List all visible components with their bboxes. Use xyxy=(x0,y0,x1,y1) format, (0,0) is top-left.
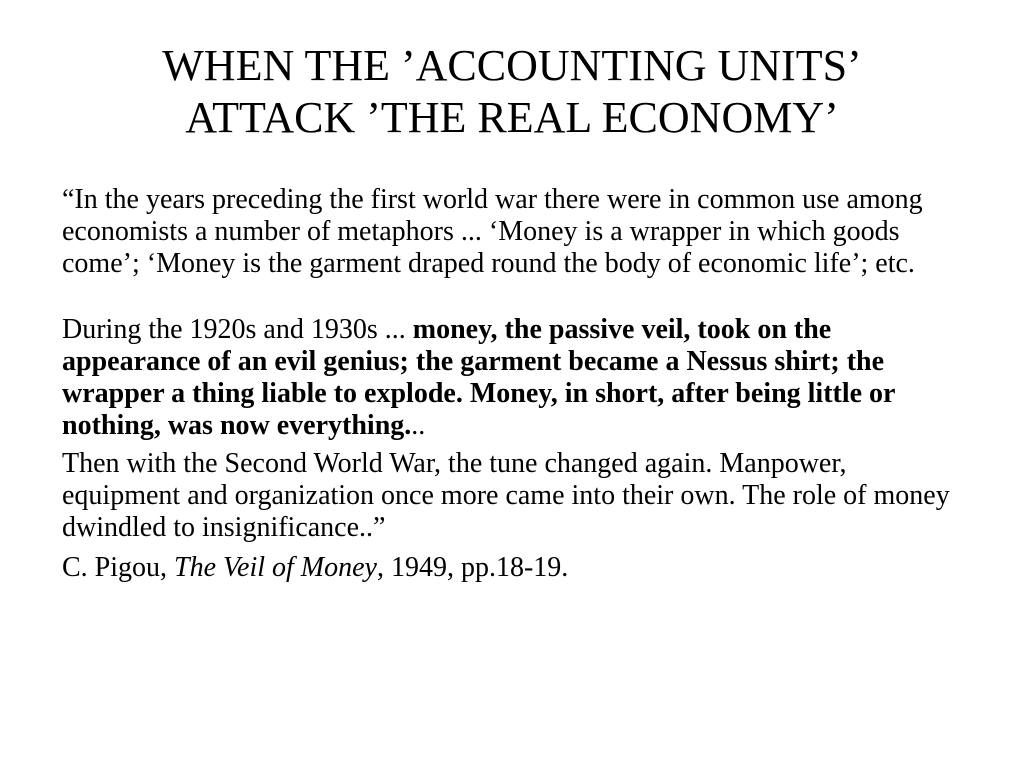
paragraph-2-bold-text: money, the passive veil, took on the appearance of an evil genius; the garment became a Nessus shirt; the wrapper a thing liable to explode. Money, in short, after being little or nothing, was now everything. xyxy=(62,314,895,441)
paragraph-2-intro: During the 1920s and 1930s ... xyxy=(62,314,413,345)
title-line-1: WHEN THE ’ACCOUNTING UNITS’ xyxy=(162,41,862,90)
quote-paragraph-1: “In the years preceding the first world war there were in common use among economists a number of metaphors ... ‘Money is a wrapper in which goods come’; ‘Money is the garment draped round the body of economic life’; etc. xyxy=(62,184,923,279)
slide-title xyxy=(60,40,964,144)
citation xyxy=(62,552,962,584)
quote-paragraph-2 xyxy=(62,314,962,442)
paragraph-2-tail: .. xyxy=(411,410,426,441)
quote-paragraph-3: Then with the Second World War, the tune changed again. Manpower, equipment and organization once more came into their own. The role of money dwindled to insignificance..” xyxy=(62,448,950,543)
citation-details: , 1949, pp.18-19. xyxy=(376,552,569,583)
citation-author: C. Pigou, xyxy=(62,552,175,583)
slide-body xyxy=(62,184,962,584)
citation-book-title: The Veil of Money xyxy=(174,552,377,583)
title-line-2: ATTACK ’THE REAL ECONOMY’ xyxy=(185,93,839,142)
